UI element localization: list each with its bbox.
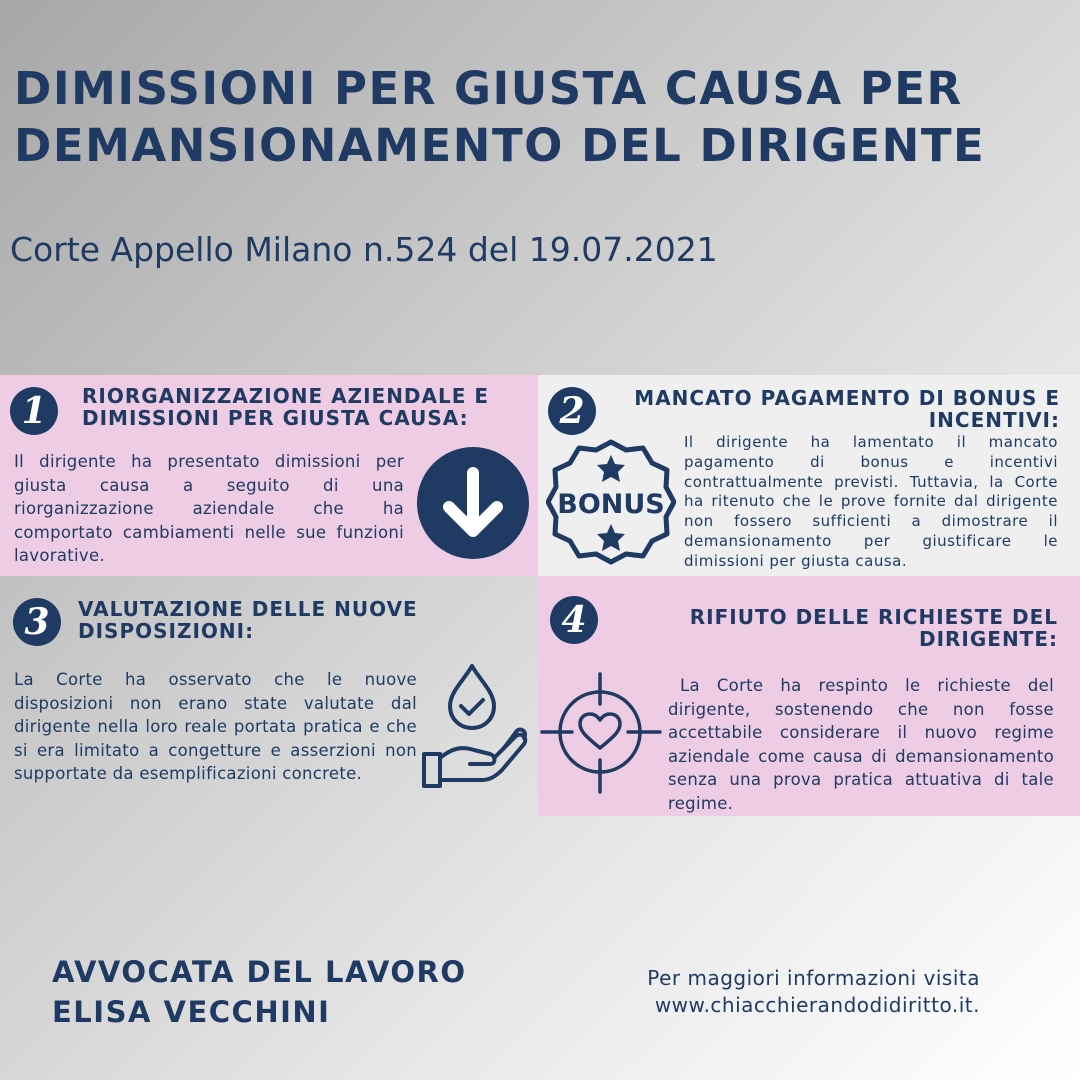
section-2-heading-line-2: INCENTIVI: — [928, 408, 1060, 432]
section-3-number: 3 — [13, 598, 61, 646]
title-line-2: DEMANSIONAMENTO DEL DIRIGENTE — [14, 119, 986, 172]
lawyer-name — [52, 952, 467, 1032]
more-info — [580, 965, 980, 1019]
section-4-text: La Corte ha respinto le richieste del dirigente, sostenendo che non fosse accettabile considerare il nuovo regime aziendale come causa di demansionamento senza una prova pratica attuativa di tale regime. — [668, 676, 1054, 813]
section-2-text: Il dirigente ha lamentato il mancato pagamento di bonus e incentivi contrattualmente previsti. Tuttavia, la Corte ha ritenuto che le prove fornite dal dirigente non fossero sufficienti a dimostrare il demansionamento per giustificare le dimissioni per giusta causa. — [684, 433, 1058, 570]
arrow-down-circle-icon — [417, 447, 529, 559]
section-2-heading-line-1: MANCATO PAGAMENTO DI BONUS E — [634, 386, 1060, 410]
section-1-heading-line-1: RIORGANIZZAZIONE AZIENDALE E — [82, 384, 490, 408]
section-3-heading — [78, 598, 518, 642]
section-2-panel — [538, 375, 1080, 576]
hand-water-drop-icon — [420, 662, 532, 790]
section-4-heading-line-1: RIFIUTO DELLE RICHIESTE DEL — [689, 605, 1058, 629]
section-4-panel — [538, 576, 1080, 816]
section-1-heading — [82, 385, 502, 429]
section-3-heading-line-2: DISPOSIZIONI: — [78, 619, 255, 643]
bonus-badge-text: BONUS — [557, 489, 665, 520]
section-3-panel — [0, 576, 538, 816]
section-3-text: La Corte ha osservato che le nuove disposizioni non erano state valutate dal dirigente nella loro reale portata pratica e che si era limitato a congetture e asserzioni non supportate da esemplificazioni concrete. — [14, 670, 417, 783]
section-4-heading — [618, 606, 1058, 650]
lawyer-line-1: AVVOCATA DEL LAVORO — [52, 955, 467, 989]
bonus-badge-icon — [546, 437, 676, 567]
section-3-heading-line-1: VALUTAZIONE DELLE NUOVE — [78, 597, 418, 621]
section-4-heading-line-2: DIRIGENTE: — [918, 627, 1058, 651]
section-1-number: 1 — [10, 387, 58, 435]
lawyer-line-2: ELISA VECCHINI — [52, 995, 331, 1029]
section-1-heading-line-2: DIMISSIONI PER GIUSTA CAUSA: — [82, 406, 469, 430]
section-1-text: Il dirigente ha presentato dimissioni per giusta causa a seguito di una riorganizzazione aziendale che ha comportato cambiamenti nelle sue funzioni lavorative. — [14, 452, 404, 565]
page-title — [14, 60, 1014, 174]
title-line-1: DIMISSIONI PER GIUSTA CAUSA PER — [14, 62, 963, 115]
section-1-panel — [0, 375, 538, 576]
section-2-number: 2 — [548, 387, 596, 435]
section-4-number: 4 — [550, 596, 598, 644]
page-subtitle: Corte Appello Milano n.524 del 19.07.2021 — [10, 230, 718, 269]
website-link[interactable]: www.chiacchierandodidiritto.it. — [654, 993, 980, 1017]
info-line-1: Per maggiori informazioni visita — [647, 966, 980, 990]
section-2-heading — [596, 387, 1060, 431]
heart-target-icon — [540, 672, 664, 806]
